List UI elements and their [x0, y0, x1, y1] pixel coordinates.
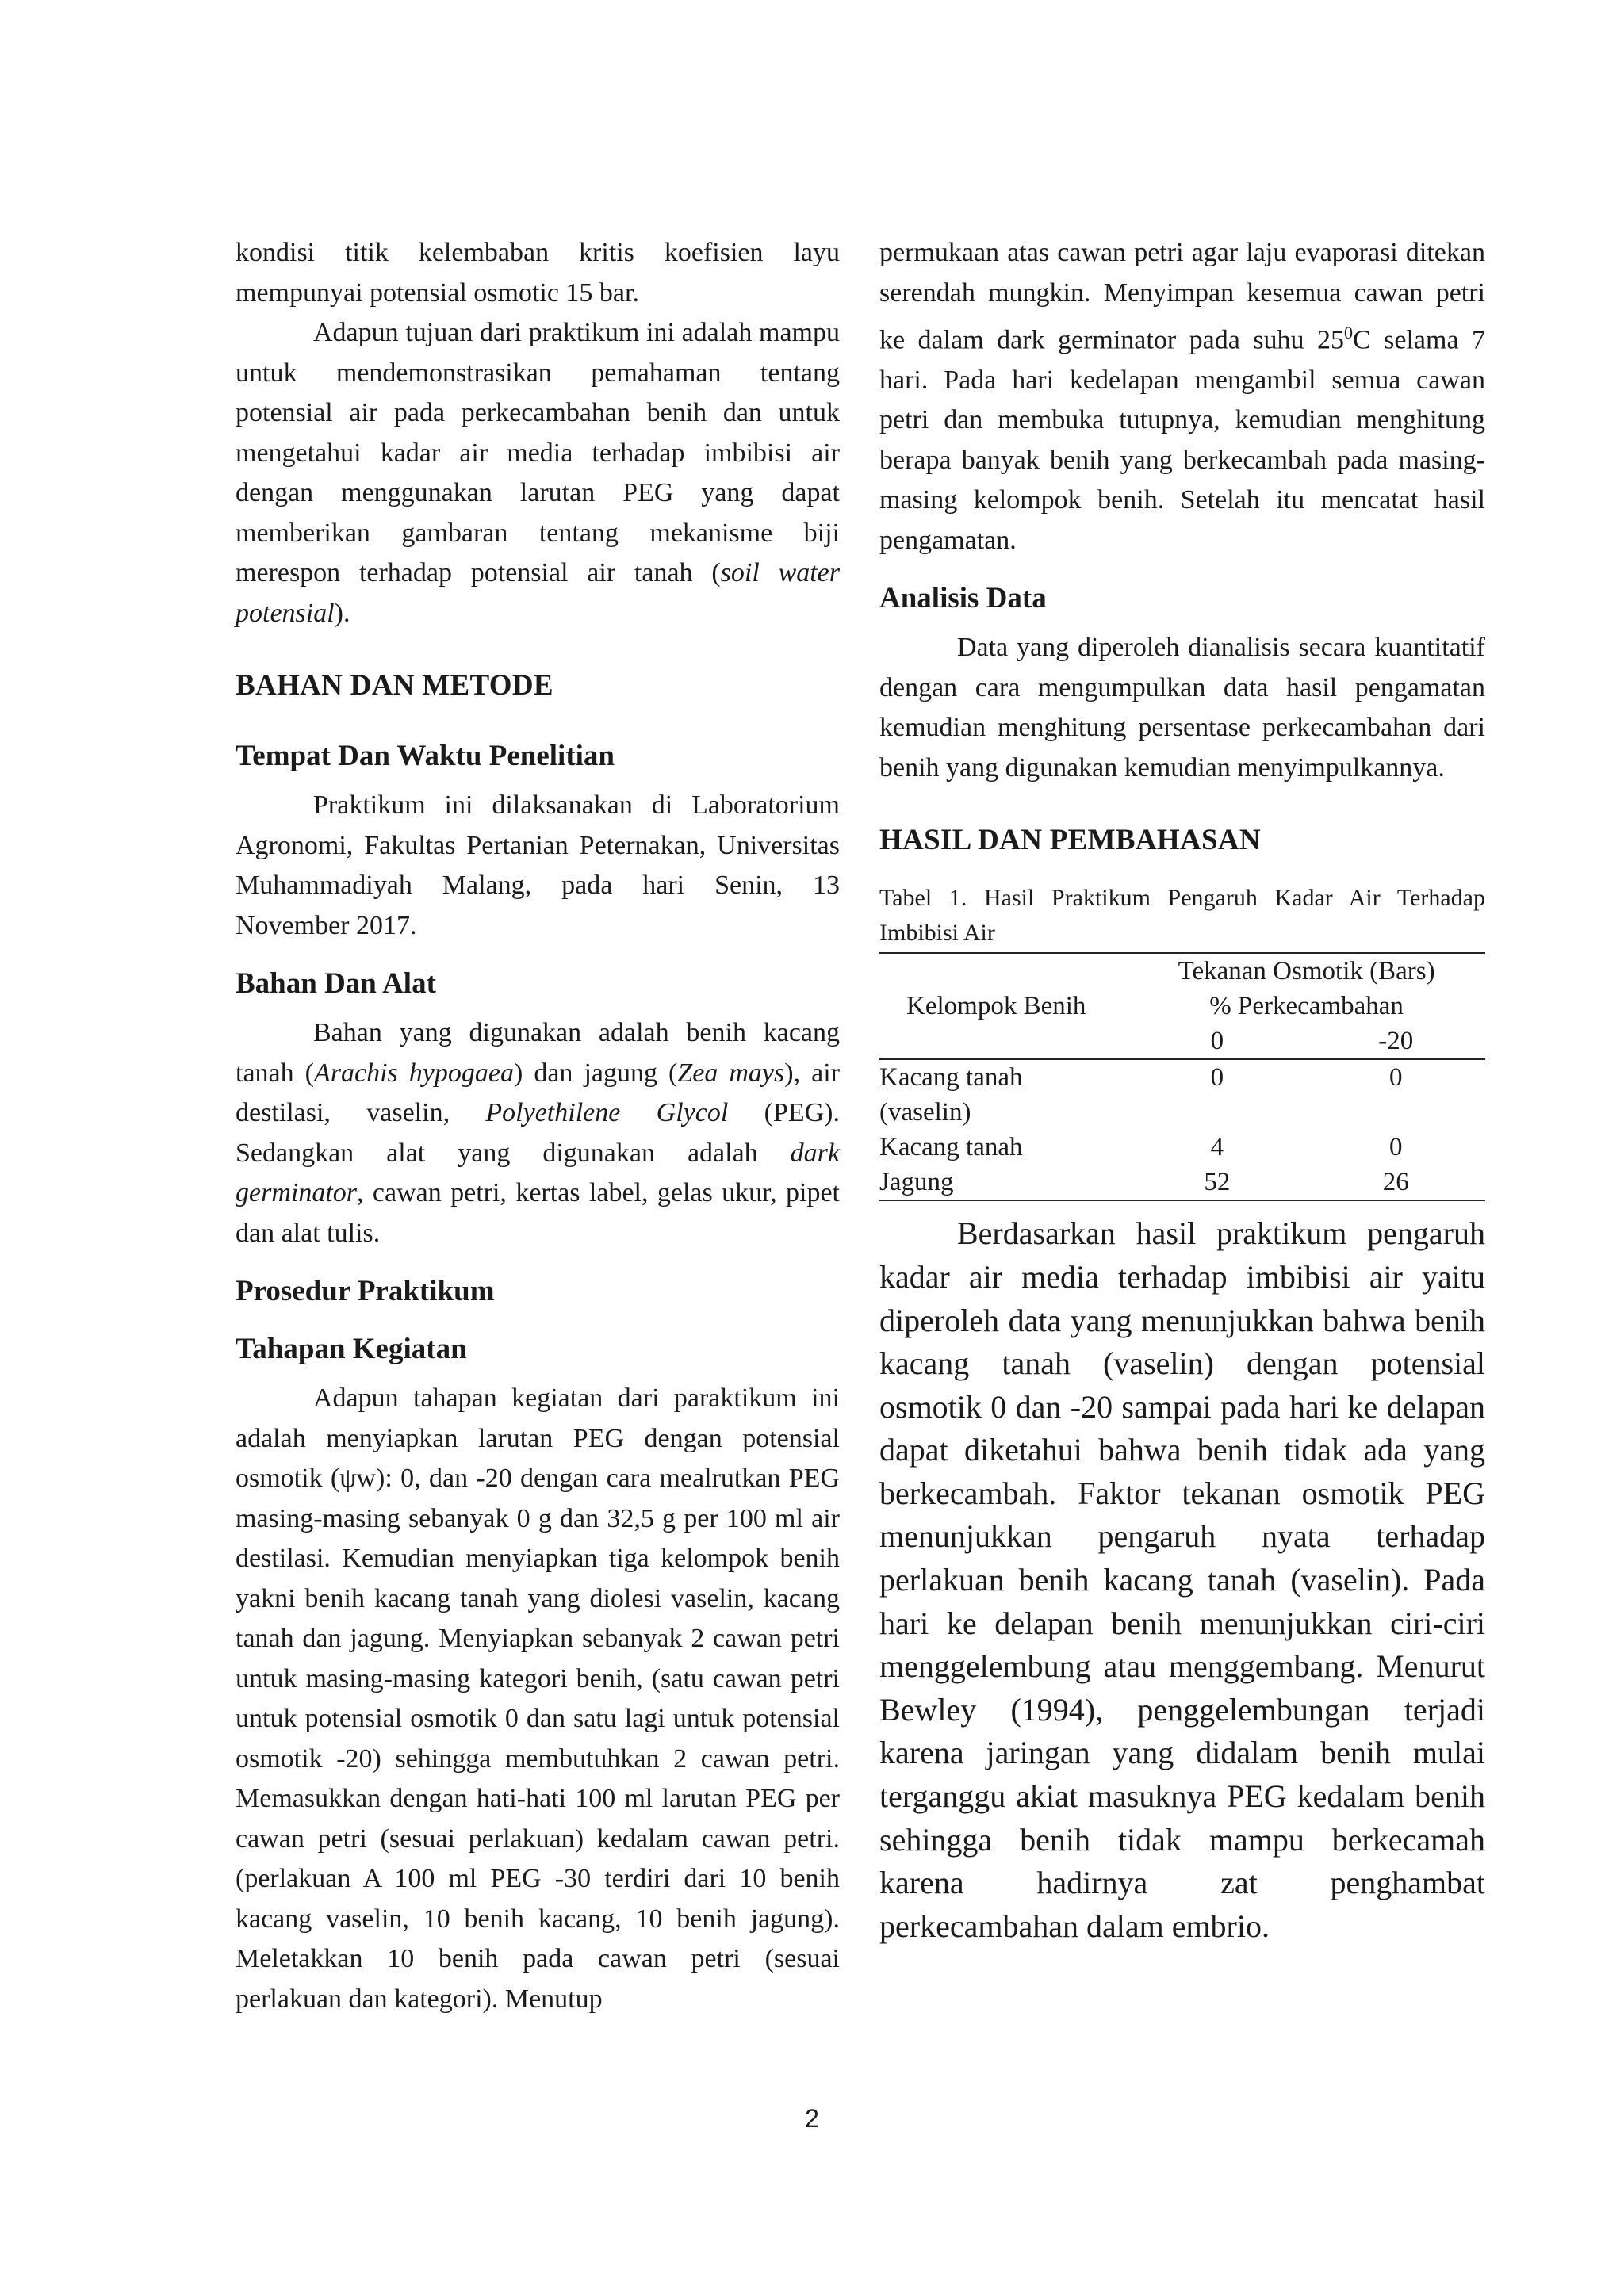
paragraph-prosedur-cont [879, 233, 1485, 561]
row-value-0: 4 [1210, 1133, 1224, 1162]
row-name: Kacang tanah [879, 1063, 1023, 1093]
header-perkecambahan: % Perkecambahan [1209, 992, 1404, 1021]
table-header-row-3 [879, 1024, 1485, 1059]
heading-prosedur: Prosedur Praktikum [236, 1275, 495, 1307]
purpose-text: Adapun tujuan dari praktikum ini adalah mampu untuk mendemonstrasikan pemahaman tentang potensial air pada perkecambahan benih dan untuk mengetahui kadar air media terhadap imbibisi air dengan menggunakan larutan PEG yang dapat memberikan gambaran tentang mekanisme biji merespon terhadap potensial air tanah ( [236, 318, 840, 587]
row-value-minus-20: 0 [1389, 1133, 1403, 1162]
table-row [879, 1059, 1485, 1095]
row-value-0: 52 [1204, 1168, 1231, 1197]
header-kelompok-benih: Kelompok Benih [906, 992, 1086, 1021]
paragraph-tempat: Praktikum ini dilaksanakan di Laboratorium Agronomi, Fakultas Pertanian Peternakan, Universitas Muhammadiyah Malang, pada hari Senin, 13 November 2017. [236, 790, 840, 940]
purpose-italic: soil water potensial [236, 558, 840, 628]
row-value-minus-20 [1307, 1095, 1485, 1130]
row-value-0 [1128, 1095, 1306, 1130]
table-row [879, 1130, 1485, 1165]
row-name: (vaselin) [879, 1098, 971, 1127]
bahan-italic-1: Arachis hypogaea [313, 1058, 514, 1088]
bahan-italic-4: dark germinator [236, 1138, 840, 1207]
bahan-text-4: (PEG). Sedangkan alat yang digunakan adalah [236, 1098, 840, 1168]
heading-tempat-waktu: Tempat Dan Waktu Penelitian [236, 740, 615, 772]
header-col-minus-20: -20 [1378, 1027, 1414, 1056]
bahan-text-2: ) dan jagung ( [513, 1058, 678, 1088]
row-name: Kacang tanah [879, 1133, 1023, 1162]
purpose-end: ). [334, 598, 350, 628]
header-col-0: 0 [1210, 1027, 1224, 1056]
row-value-0: 0 [1210, 1063, 1224, 1093]
heading-tahapan: Tahapan Kegiatan [236, 1333, 467, 1365]
heading-bahan-dan-metode: BAHAN DAN METODE [236, 669, 553, 702]
results-table [879, 952, 1485, 1201]
right-column [879, 233, 1485, 1948]
table-header-row-1 [879, 953, 1485, 989]
paragraph-hasil: Berdasarkan hasil praktikum pengaruh kadar air media terhadap imbibisi air yaitu diperoleh data yang menunjukkan bahwa benih kacang tanah (vaselin) dengan potensial osmotik 0 dan -20 sampai pada hari ke delapan dapat diketahui bahwa benih tidak ada yang berkecambah. Faktor tekanan osmotik PEG menunjukkan pengaruh nyata terhadap perlakuan benih kacang tanah (vaselin). Pada hari ke delapan benih menunjukkan ciri-ciri menggelembung atau menggembang. Menurut Bewley (1994), penggelembungan terjadi karena jaringan yang didalam benih mulai terganggu akiat masuknya PEG kedalam benih sehingga benih tidak mampu berkecamah karena hadirnya zat penghambat perkecambahan dalam embrio. [879, 1215, 1485, 1944]
heading-bahan-alat: Bahan Dan Alat [236, 967, 436, 1000]
paragraph-analisis: Data yang diperoleh dianalisis secara kuantitatif dengan cara mengumpulkan data hasil pengamatan kemudian menghitung persentase perkecambahan dari benih yang digunakan kemudian menyimpulkannya. [879, 633, 1485, 783]
paragraph-tahapan: Adapun tahapan kegiatan dari paraktikum ini adalah menyiapkan larutan PEG dengan potensial osmotik (ψw): 0, dan -20 dengan cara mealrutkan PEG masing-masing sebanyak 0 g dan 32,5 g per 100 ml air destilasi. Kemudian menyiapkan tiga kelompok benih yakni benih kacang tanah yang diolesi vaselin, kacang tanah dan jagung. Menyiapkan sebanyak 2 cawan petri untuk masing-masing kategori benih, (satu cawan petri untuk potensial osmotik 0 dan satu lagi untuk potensial osmotik -20) sehingga membutuhkan 2 cawan petri. Memasukkan dengan hati-hati 100 ml larutan PEG per cawan petri (sesuai perlakuan) kedalam cawan petri. (perlakuan A 100 ml PEG -30 terdiri dari 10 benih kacang vaselin, 10 benih kacang, 10 benih jagung). Meletakkan 10 benih pada cawan petri (sesuai perlakuan dan kategori). Menutup [236, 1383, 840, 2014]
bahan-italic-2: Zea mays [677, 1058, 785, 1088]
bahan-text-3: ), air destilasi, vaselin, [236, 1058, 840, 1127]
cont-text-1: permukaan atas cawan petri agar laju evaporasi ditekan serendah mungkin. Menyimpan kesemua cawan petri ke dalam dark germinator pada suhu 25 [879, 238, 1485, 355]
row-value-minus-20: 26 [1382, 1168, 1409, 1197]
results-discussion [879, 1212, 1485, 1948]
bahan-text-1: Bahan yang digunakan adalah benih kacang tanah ( [236, 1018, 840, 1088]
left-column [236, 233, 840, 2019]
paragraph-intro-end: kondisi titik kelembaban kritis koefisien layu mempunyai potensial osmotic 15 bar. [236, 238, 840, 308]
table-row [879, 1165, 1485, 1200]
table-caption: Tabel 1. Hasil Praktikum Pengaruh Kadar Air Terhadap Imbibisi Air [879, 885, 1485, 947]
bahan-text-5: , cawan petri, kertas label, gelas ukur, pipet dan alat tulis. [236, 1178, 840, 1248]
paragraph-purpose [236, 313, 840, 633]
paragraph-bahan-alat [236, 1013, 840, 1253]
heading-analisis: Analisis Data [879, 582, 1047, 615]
row-name: Jagung [879, 1168, 954, 1197]
page-number: 2 [805, 2104, 819, 2133]
header-tekanan-osmotik: Tekanan Osmotik (Bars) [1178, 957, 1435, 986]
row-value-minus-20: 0 [1389, 1063, 1403, 1093]
cont-text-2: C selama 7 hari. Pada hari kedelapan mengambil semua cawan petri dan membuka tutupnya, kemudian menghitung berapa banyak benih yang berkecambah pada masing-masing kelompok benih. Setelah itu mencatat hasil pengamatan. [879, 325, 1485, 555]
bahan-italic-3: Polyethilene Glycol [485, 1098, 729, 1127]
heading-hasil-pembahasan: HASIL DAN PEMBAHASAN [879, 824, 1261, 857]
table-row [879, 1095, 1485, 1130]
superscript-degree: 0 [1343, 323, 1353, 342]
header-empty-cell [879, 1024, 1128, 1059]
